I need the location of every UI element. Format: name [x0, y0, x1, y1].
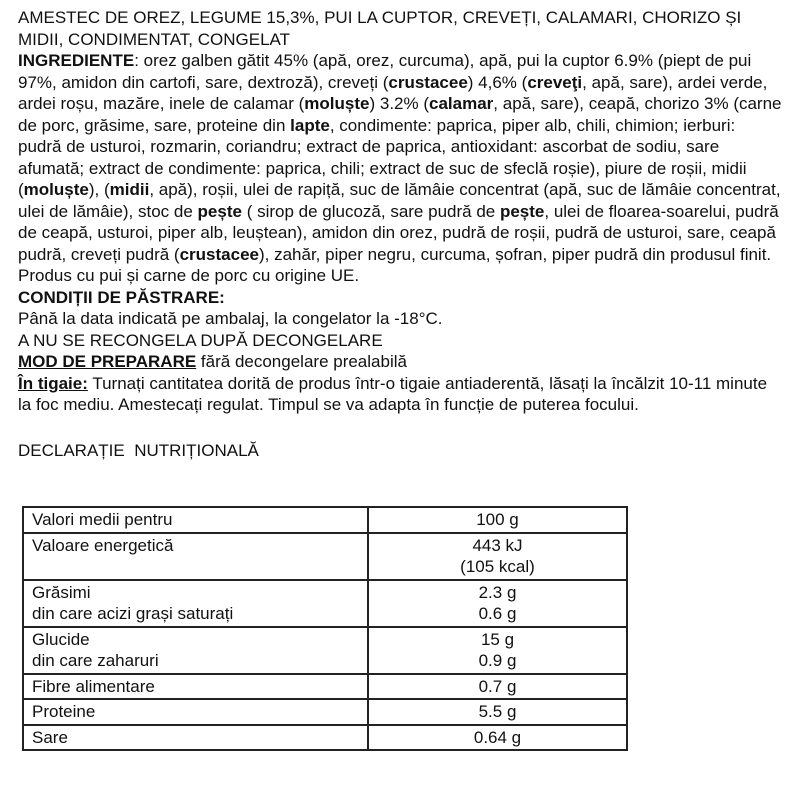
body-text: Turnați cantitatea dorită de produs într-o tigaie antiaderentă, lăsați la încălzit 10-11 minute la foc mediu. Amestecați regulat. Timpul se va adapta în funcție de puterea focului. [18, 373, 768, 414]
body-text: ) 3.2% ( [369, 94, 430, 113]
nutrient-value-line: 0.64 g [473, 727, 522, 747]
nutrient-label-line: Proteine [32, 702, 96, 721]
emphasized-text: crustacee [179, 244, 259, 264]
nutrition-declaration-heading: DECLARAȚIE NUTRIȚIONALĂ [18, 440, 259, 460]
nutrient-value-line: 0.6 g [478, 604, 517, 623]
table-row [23, 725, 627, 751]
body-text: ), ( [88, 180, 110, 199]
emphasized-text: pește [499, 201, 545, 221]
table-row [23, 580, 627, 627]
table-row [23, 627, 627, 674]
emphasized-text: MOD DE PREPARARE [18, 352, 197, 371]
emphasized-text: calamar [429, 94, 494, 113]
nutrient-value-line: 0.7 g [478, 676, 517, 696]
nutrient-value-cell [368, 507, 627, 533]
table-row [23, 674, 627, 700]
body-text: , apă, sare), ceapă, chorizo 3% (carne de porc, grăsime, sare, proteine din [18, 94, 782, 135]
origin-line: Produs cu pui și carne de porc cu origine UE. [18, 266, 360, 285]
body-text: fără decongelare prealabilă [196, 352, 407, 371]
emphasized-text: INGREDIENTE [18, 51, 135, 70]
nutrient-label-line: Grăsimi [32, 582, 91, 602]
nutrient-value-line: (105 kcal) [460, 557, 535, 576]
nutrient-label-cell [23, 674, 368, 700]
nutrient-label-cell [23, 725, 368, 751]
nutrient-value-line: 15 g [480, 629, 515, 649]
nutrient-label-line: Valoare energetică [32, 535, 174, 555]
body-text: , apă), roșii, ulei de rapiță, suc de lămâie concentrat (apă, suc de lămâie concentrat, ulei de lămâie), stoc de [18, 180, 781, 221]
emphasized-text: moluște [304, 94, 370, 113]
nutrition-table [22, 506, 628, 751]
nutrient-value-cell [368, 699, 627, 725]
nutrient-value-line: 443 kJ [472, 535, 523, 555]
pan-instructions [18, 373, 783, 416]
emphasized-text: midii [109, 180, 150, 199]
nutrient-value-line: 2.3 g [478, 582, 517, 602]
no-refreeze-warning: A NU SE RECONGELA DUPĂ DECONGELARE [18, 330, 383, 350]
table-row [23, 533, 627, 580]
nutrient-label-line: din care acizi grași saturați [32, 604, 234, 623]
body-text: ), zahăr, piper negru, curcuma, șofran, piper pudră din produsul finit. [258, 244, 772, 264]
nutrient-label-line: Sare [32, 727, 68, 747]
nutrient-value-line: 5.5 g [478, 702, 517, 721]
nutrient-value-line: 100 g [476, 510, 519, 529]
nutrient-value-cell [368, 533, 627, 580]
body-text: , apă, sare), ardei verde, ardei roșu, mazăre, inele de calamar ( [18, 72, 768, 113]
emphasized-text: lapte [290, 115, 330, 135]
emphasized-text: moluște [23, 180, 89, 199]
body-text: ) 4,6% ( [467, 72, 528, 92]
nutrient-value-cell [368, 627, 627, 674]
nutrient-label-cell [23, 699, 368, 725]
nutrient-label-line: din care zaharuri [32, 651, 159, 670]
product-title: AMESTEC DE OREZ, LEGUME 15,3%, PUI LA CUPTOR, CREVEȚI, CALAMARI, CHORIZO ȘI MIDII, CONDIMENTAT, CONGELAT [18, 8, 742, 49]
nutrient-value-cell [368, 674, 627, 700]
nutrient-label-cell [23, 580, 368, 627]
ingredients-paragraph [18, 50, 783, 265]
nutrient-label-line: Glucide [32, 629, 90, 649]
nutrient-label-line: Fibre alimentare [32, 676, 155, 696]
nutrient-label-line: Valori medii pentru [32, 510, 173, 529]
emphasized-text: creveţi [527, 72, 583, 92]
nutrition-table-body [23, 507, 627, 750]
table-row [23, 507, 627, 533]
storage-heading: CONDIȚII DE PĂSTRARE: [18, 287, 225, 307]
storage-instruction: Până la data indicată pe ambalaj, la congelator la -18°C. [18, 309, 443, 328]
body-text: ( sirop de glucoză, sare pudră de [241, 201, 500, 221]
emphasized-text: pește [197, 201, 242, 221]
nutrient-value-line: 0.9 g [478, 651, 517, 670]
emphasized-text: În tigaie: [18, 373, 88, 393]
nutrient-value-cell [368, 580, 627, 627]
body-text: , condimente: paprica, piper alb, chili, chimion; ierburi: pudră de usturoi, rozmarin, coriandru; extract de paprica, antioxidant: ascorbat de sodiu, sare afumată; extract de condimente: paprica, chili; extract de suc de sfeclă roșie), piure de roșii, midii ( [18, 115, 747, 199]
nutrient-label-cell [23, 533, 368, 580]
preparation-heading-line [18, 351, 783, 373]
table-row [23, 699, 627, 725]
emphasized-text: crustacee [388, 72, 468, 92]
body-text: , ulei de floarea-soarelui, pudră de ceapă, usturoi, piper alb, leuștean), amidon din orez, pudră de roșii, pudră de usturoi, sare, ceapă pudră, creveți pudră ( [18, 201, 779, 264]
body-text: : orez galben gătit 45% (apă, orez, curcuma), apă, pui la cuptor 6.9% (piept de pui 97%, amidon din cartofi, sare, dextroză), creveți ( [18, 51, 752, 92]
nutrient-label-cell [23, 507, 368, 533]
nutrient-value-cell [368, 725, 627, 751]
nutrient-label-cell [23, 627, 368, 674]
